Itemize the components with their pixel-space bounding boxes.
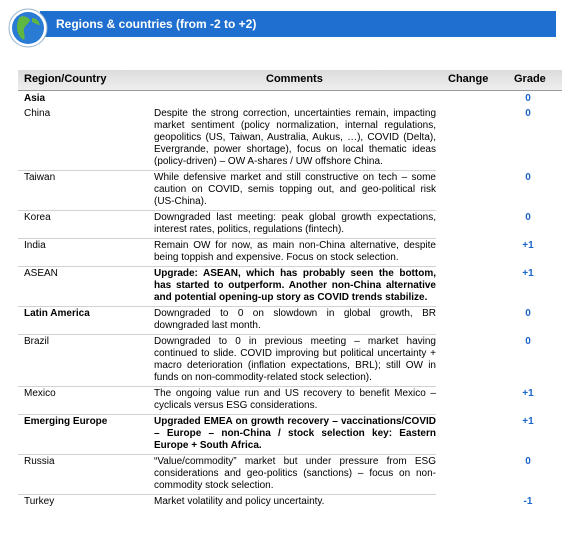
table-row bbox=[18, 495, 562, 511]
grade-cell: 0 bbox=[525, 171, 531, 183]
comment-cell: Downgraded last meeting: peak global growth expectations, interest rates, politics, regulations (fintech). bbox=[154, 211, 436, 239]
comment-cell bbox=[154, 92, 436, 107]
section-header-bar bbox=[40, 11, 556, 37]
table-row bbox=[18, 307, 562, 335]
column-header-grade: Grade bbox=[514, 73, 546, 85]
comment-cell: The ongoing value run and US recovery to benefit Mexico – cyclicals versus ESG considerations. bbox=[154, 387, 436, 415]
region-cell: Latin America bbox=[18, 307, 154, 335]
column-headers bbox=[18, 70, 562, 91]
grade-cell: +1 bbox=[522, 387, 534, 399]
table-row bbox=[18, 171, 562, 211]
comment-cell: Upgrade: ASEAN, which has probably seen the bottom, has started to outperform. Another non-China alternative and potential opening-up story as COVID trends stabilize. bbox=[154, 267, 436, 307]
table-row bbox=[18, 415, 562, 455]
comment-cell: Market volatility and policy uncertainty. bbox=[154, 496, 325, 507]
comment-cell: Downgraded to 0 on slowdown in global growth, BR downgraded last month. bbox=[154, 307, 436, 335]
column-header-region: Region/Country bbox=[24, 73, 107, 85]
region-cell: Emerging Europe bbox=[18, 415, 154, 455]
comment-cell: While defensive market and still constructive on tech – some caution on COVID, semis topping out, and geo-political risk (US-China). bbox=[154, 171, 436, 211]
region-cell: Russia bbox=[18, 455, 154, 495]
grade-cell: 0 bbox=[525, 93, 531, 104]
grade-cell: +1 bbox=[522, 239, 534, 251]
section-title: Regions & countries (from -2 to +2) bbox=[56, 17, 257, 31]
table-row bbox=[18, 335, 562, 387]
region-cell: India bbox=[18, 239, 154, 267]
comment-cell: Downgraded to 0 in previous meeting – market having continued to slide. COVID improving but political uncertainty + macro deterioration (inflation expectations, BRL); still OW in funds on non-commodity-related stock selection). bbox=[154, 335, 436, 387]
change-cell bbox=[436, 335, 494, 387]
table-row bbox=[18, 387, 562, 415]
grade-cell: -1 bbox=[523, 495, 533, 507]
change-cell bbox=[436, 92, 494, 107]
change-cell bbox=[436, 171, 494, 211]
grade-cell: +1 bbox=[522, 267, 534, 279]
comment-cell: Despite the strong correction, uncertainties remain, impacting market sentiment (policy normalization, internal regulations, geopolitics (US, Taiwan, Australia, Aukus, …), COVID (Delta), Evergrande, power shortage), focus on local thematic ideas (policy-driven) – OW A-shares / UW offshore China. bbox=[154, 107, 436, 171]
change-cell bbox=[436, 107, 494, 171]
region-cell: Mexico bbox=[18, 387, 154, 415]
table-row bbox=[18, 107, 562, 171]
region-cell: Korea bbox=[18, 211, 154, 239]
table-row bbox=[18, 455, 562, 495]
region-cell: Taiwan bbox=[18, 171, 154, 211]
region-cell: Asia bbox=[24, 93, 46, 104]
change-cell bbox=[436, 239, 494, 267]
change-cell bbox=[436, 267, 494, 307]
region-cell: Brazil bbox=[18, 335, 154, 387]
change-cell bbox=[436, 211, 494, 239]
column-header-change: Change bbox=[448, 73, 489, 85]
change-cell bbox=[436, 455, 494, 495]
table-row bbox=[18, 211, 562, 239]
change-cell bbox=[436, 387, 494, 415]
change-cell bbox=[436, 307, 494, 335]
grade-cell: 0 bbox=[525, 307, 531, 319]
column-header-comments: Comments bbox=[266, 73, 323, 85]
comment-cell: Upgraded EMEA on growth recovery – vaccinations/COVID – Europe – non-China / stock selection key: Eastern Europe + South Africa. bbox=[154, 415, 436, 455]
change-cell bbox=[436, 415, 494, 455]
table-row bbox=[18, 239, 562, 267]
globe-icon bbox=[8, 8, 48, 48]
regions-table bbox=[18, 92, 562, 510]
region-cell: Turkey bbox=[24, 496, 55, 507]
grade-cell: 0 bbox=[525, 108, 531, 119]
region-cell: China bbox=[18, 107, 154, 171]
change-cell bbox=[436, 495, 494, 511]
grade-cell: 0 bbox=[525, 335, 531, 347]
grade-cell: 0 bbox=[525, 211, 531, 223]
grade-cell: +1 bbox=[522, 415, 534, 427]
region-cell: ASEAN bbox=[18, 267, 154, 307]
table-row bbox=[18, 92, 562, 107]
grade-cell: 0 bbox=[525, 455, 531, 467]
comment-cell: “Value/commodity” market but under pressure from ESG considerations and geo-politics (sanctions) – focus on non-commodity stock selection. bbox=[154, 455, 436, 495]
comment-cell: Remain OW for now, as main non-China alternative, despite being toppish and expensive. Focus on stock selection. bbox=[154, 239, 436, 267]
table-row bbox=[18, 267, 562, 307]
